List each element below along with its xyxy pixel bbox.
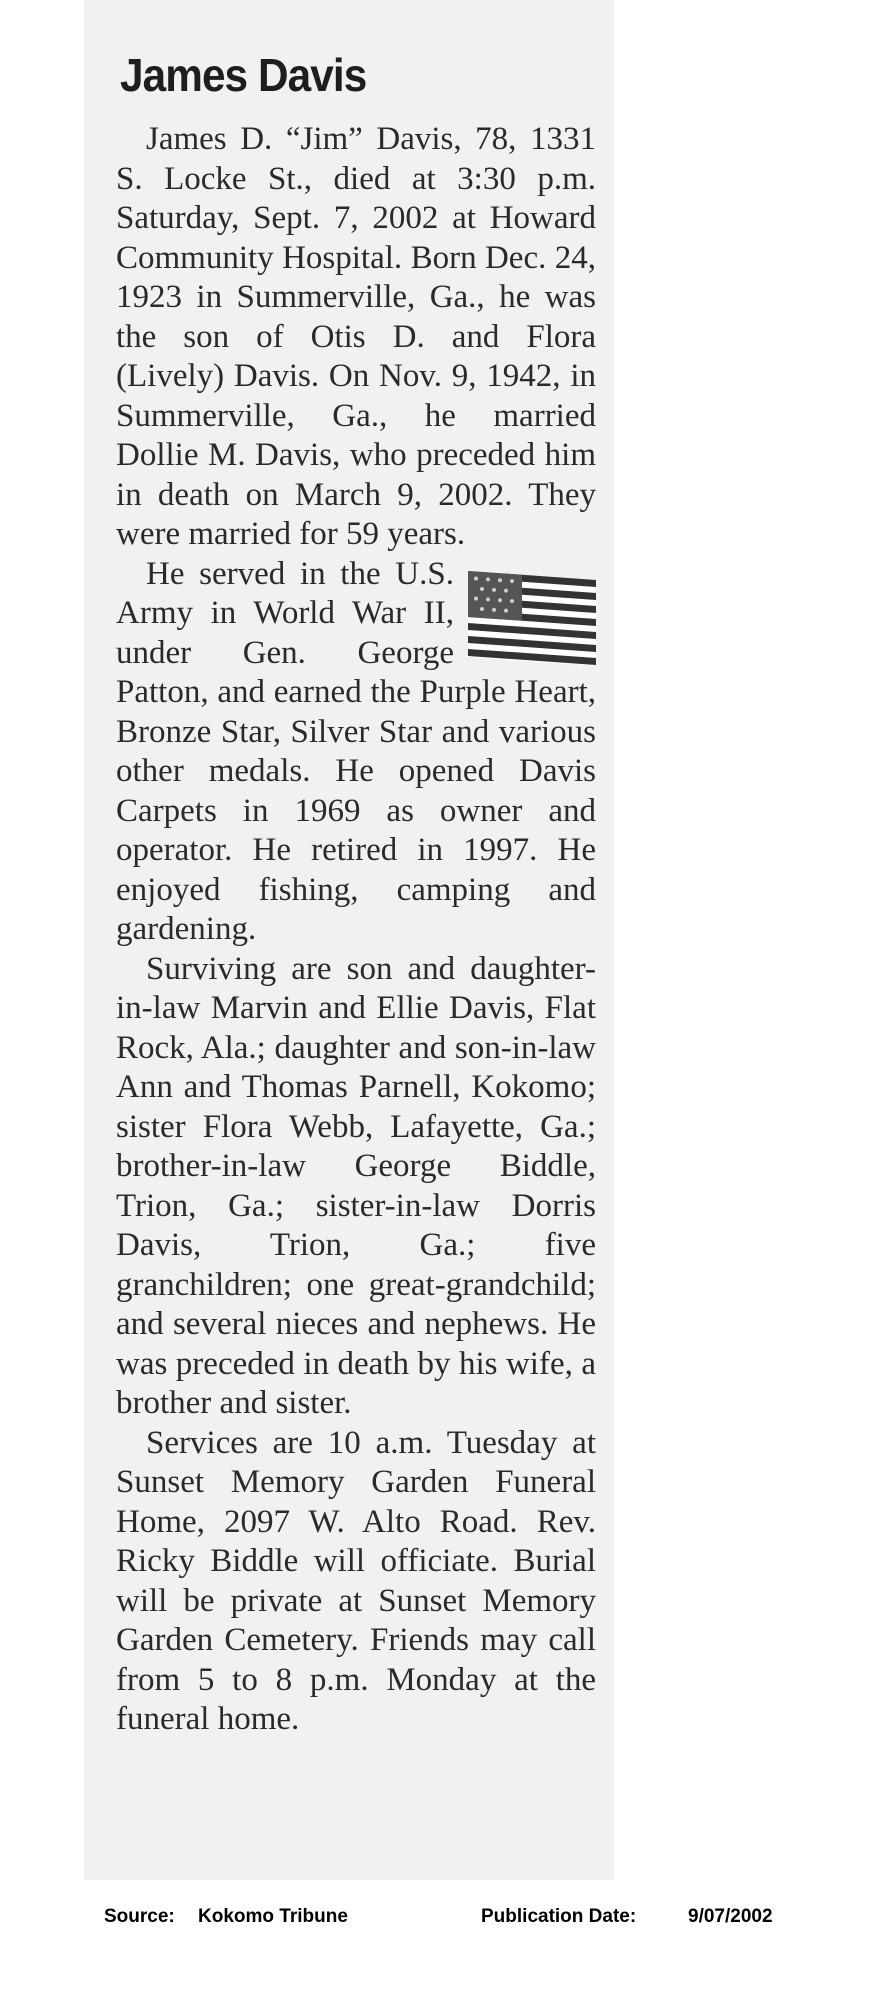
obituary-paragraph-1: James D. “Jim” Davis, 78, 1331 S. Locke St., died at 3:30 p.m. Saturday, Sept. 7, 2002 at Howard Community Hospital. Born Dec. 24, 1923 in Summerville, Ga., he was the son of Otis D. and Flora (Lively) Davis. On Nov. 9, 1942, in Summerville, Ga., he married Dollie M. Davis, who preceded him in death on March 9, 2002. They were married for 59 years. bbox=[116, 121, 596, 552]
citation-footer bbox=[0, 1906, 870, 1930]
source-label: Source: bbox=[104, 1906, 175, 1927]
obituary-column bbox=[116, 48, 596, 1740]
publication-date-label: Publication Date: bbox=[481, 1906, 637, 1927]
obituary-body bbox=[116, 120, 596, 1740]
source-value: Kokomo Tribune bbox=[198, 1906, 348, 1927]
publication-date-value: 9/07/2002 bbox=[688, 1906, 773, 1927]
obituary-paragraph-2-text: He served in the U.S. Army in World War II, under Gen. George Patton, and earned the Purple Heart, Bronze Star, Silver Star and various other medals. He opened Davis Carpets in 1969 as owner and operator. He retired in 1997. He enjoyed fishing, camping and gardening. bbox=[116, 555, 596, 947]
obituary-headline: James Davis bbox=[120, 49, 367, 101]
obituary-clipping bbox=[84, 0, 614, 1880]
obituary-paragraph-3: Surviving are son and daughter-in-law Marvin and Ellie Davis, Flat Rock, Ala.; daughter and son-in-law Ann and Thomas Parnell, Kokomo; sister Flora Webb, Lafayette, Ga.; brother-in-law George Biddle, Trion, Ga.; sister-in-law Dorris Davis, Trion, Ga.; five granchildren; one great-grandchild; and several nieces and nephews. He was preceded in death by his wife, a brother and sister. bbox=[116, 950, 596, 1421]
obituary-paragraph-4: Services are 10 a.m. Tuesday at Sunset Memory Garden Funeral Home, 2097 W. Alto Road. Rev. Ricky Biddle will officiate. Burial will be private at Sunset Memory Garden Cemetery. Friends may call from 5 to 8 p.m. Monday at the funeral home. bbox=[116, 1424, 596, 1737]
american-flag-icon bbox=[468, 571, 596, 665]
obituary-paragraph-2 bbox=[116, 555, 596, 950]
